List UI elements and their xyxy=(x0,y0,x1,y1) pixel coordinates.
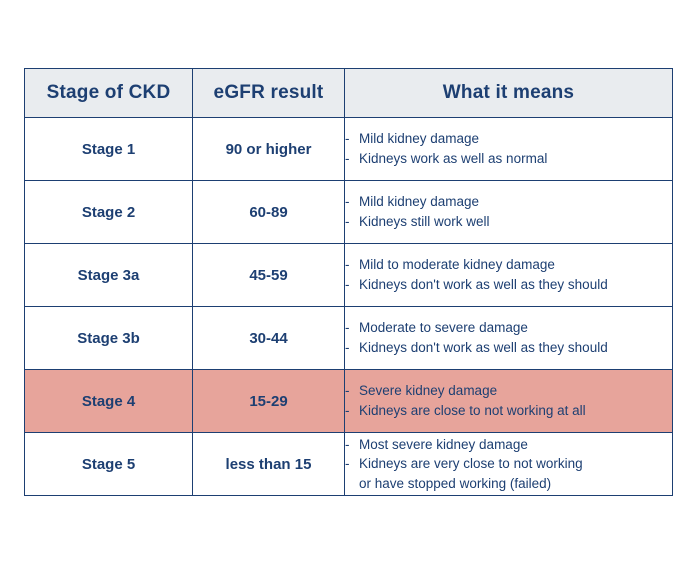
cell-egfr: 90 or higher xyxy=(193,118,345,181)
list-item xyxy=(345,381,672,401)
list-item-label: or have stopped working (failed) xyxy=(359,475,552,491)
dash-bullet-icon: - xyxy=(345,403,350,418)
list-item-label: Moderate to severe damage xyxy=(359,320,528,336)
list-item-label: Kidneys are close to not working at all xyxy=(359,403,586,418)
table-container xyxy=(24,68,672,496)
cell-meaning xyxy=(345,181,673,244)
cell-stage: Stage 4 xyxy=(25,370,193,433)
dash-bullet-icon: - xyxy=(345,194,350,210)
meaning-list xyxy=(345,129,672,168)
table-row xyxy=(25,433,673,496)
cell-meaning xyxy=(345,244,673,307)
table-header-row xyxy=(25,69,673,118)
list-item xyxy=(345,454,672,474)
cell-egfr: 60-89 xyxy=(193,181,345,244)
list-item-label: Kidneys work as well as normal xyxy=(359,151,548,166)
list-item xyxy=(345,401,672,421)
column-header-egfr: eGFR result xyxy=(193,69,345,118)
dash-bullet-icon: - xyxy=(345,340,350,355)
table-row xyxy=(25,307,673,370)
cell-meaning xyxy=(345,370,673,433)
list-item xyxy=(345,435,672,455)
column-header-meaning: What it means xyxy=(345,69,673,118)
meaning-list xyxy=(345,192,672,231)
list-item xyxy=(345,255,672,275)
meaning-list xyxy=(345,318,672,357)
list-item xyxy=(345,212,672,232)
list-item-label: Mild to moderate kidney damage xyxy=(359,257,555,273)
list-item xyxy=(345,149,672,169)
table-row xyxy=(25,244,673,307)
cell-meaning xyxy=(345,307,673,370)
cell-egfr: 45-59 xyxy=(193,244,345,307)
list-item-label: Mild kidney damage xyxy=(359,194,480,210)
dash-bullet-icon: - xyxy=(345,257,350,273)
list-item-label: Severe kidney damage xyxy=(359,383,498,399)
list-item xyxy=(345,192,672,212)
table-row xyxy=(25,181,673,244)
column-header-stage: Stage of CKD xyxy=(25,69,193,118)
list-item-label: Most severe kidney damage xyxy=(359,436,528,452)
table-body xyxy=(25,118,673,496)
list-item xyxy=(345,275,672,295)
list-item-label: Kidneys don't work as well as they should xyxy=(359,277,608,292)
cell-egfr: less than 15 xyxy=(193,433,345,496)
cell-stage: Stage 5 xyxy=(25,433,193,496)
list-item-label: Kidneys still work well xyxy=(359,214,490,229)
dash-bullet-icon: - xyxy=(345,436,350,452)
dash-bullet-icon: - xyxy=(345,277,350,292)
list-item-continuation xyxy=(345,474,672,494)
list-item xyxy=(345,318,672,338)
cell-meaning xyxy=(345,118,673,181)
dash-bullet-icon: - xyxy=(345,456,350,472)
list-item-label: Mild kidney damage xyxy=(359,131,480,147)
cell-stage: Stage 3b xyxy=(25,307,193,370)
dash-bullet-icon: - xyxy=(345,151,350,166)
meaning-list xyxy=(345,381,672,420)
list-item xyxy=(345,129,672,149)
dash-bullet-icon: - xyxy=(345,383,350,399)
table-row-highlighted xyxy=(25,370,673,433)
cell-egfr: 30-44 xyxy=(193,307,345,370)
dash-bullet-icon: - xyxy=(345,214,350,229)
cell-meaning xyxy=(345,433,673,496)
table-row xyxy=(25,118,673,181)
list-item-label: Kidneys don't work as well as they should xyxy=(359,340,608,355)
cell-stage: Stage 3a xyxy=(25,244,193,307)
cell-stage: Stage 1 xyxy=(25,118,193,181)
dash-bullet-icon: - xyxy=(345,131,350,147)
list-item xyxy=(345,338,672,358)
list-item-label: Kidneys are very close to not working xyxy=(359,456,583,472)
table-header xyxy=(25,69,673,118)
dash-bullet-icon: - xyxy=(345,320,350,336)
ckd-stages-table xyxy=(24,68,673,496)
cell-stage: Stage 2 xyxy=(25,181,193,244)
meaning-list xyxy=(345,255,672,294)
cell-egfr: 15-29 xyxy=(193,370,345,433)
meaning-list xyxy=(345,435,672,494)
